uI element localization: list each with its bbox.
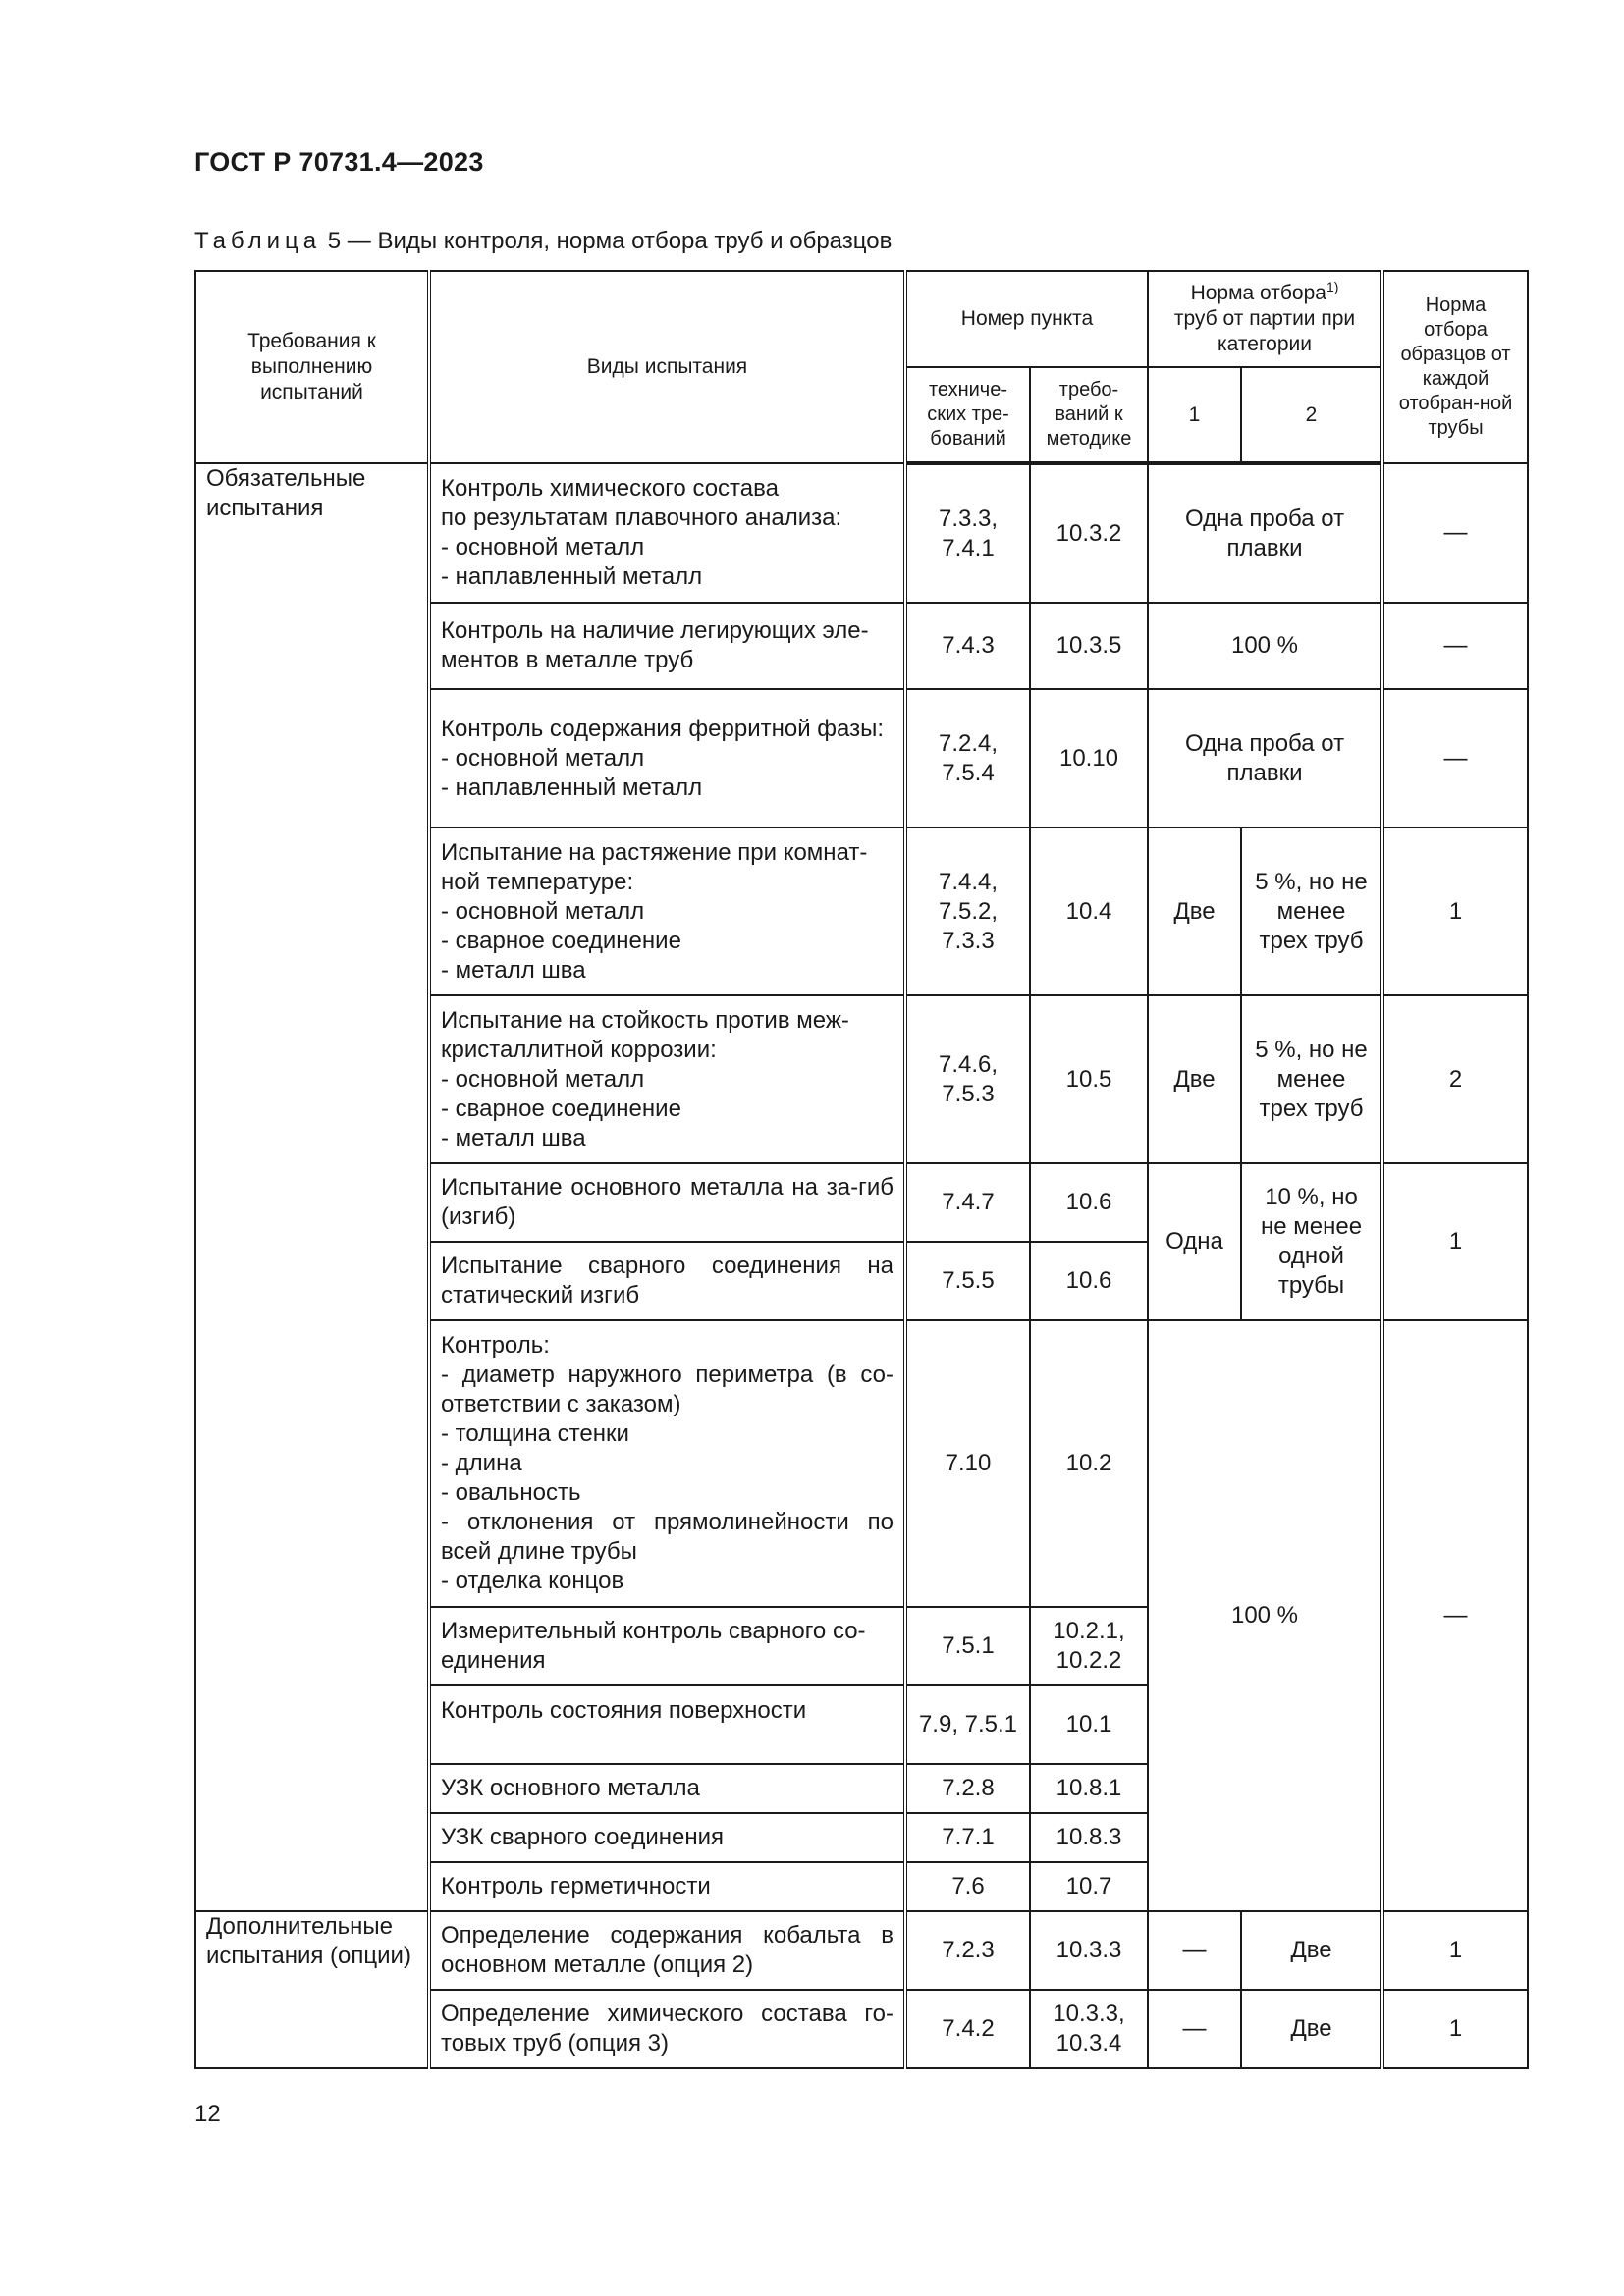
test-cell	[429, 1163, 905, 1242]
table-row	[195, 463, 1528, 603]
test-line: Определение химического состава го-товых труб (опция 3)	[441, 2001, 893, 2056]
test-cell	[429, 1685, 905, 1764]
test-cell	[429, 1764, 905, 1813]
test-line: Определение содержания кобальта в основном металле (опция 2)	[441, 1922, 893, 1978]
test-line: Испытание на растяжение при комнат-ной температуре:	[441, 838, 868, 895]
test-line: - сварное соединение	[441, 927, 681, 954]
method-clause: 10.1	[1030, 1685, 1148, 1764]
sampling-norm-rest: труб от партии при категории	[1173, 307, 1356, 355]
test-cell	[429, 1862, 905, 1911]
caption-text: 5 — Виды контроля, норма отбора труб и образцов	[327, 228, 893, 254]
category-1-norm: Две	[1148, 828, 1241, 995]
test-cell	[429, 828, 905, 995]
group-mandatory: Обязательные испытания	[195, 463, 429, 1911]
test-cell	[429, 1242, 905, 1320]
header-specimen-norm: Норма отбора образцов от каждой отобран-ной трубы	[1382, 271, 1528, 463]
header-requirements: Требования к выполнению испытаний	[195, 271, 429, 463]
test-line: УЗК основного металла	[441, 1775, 700, 1801]
sampling-norm: 100 %	[1148, 1320, 1382, 1911]
page-number: 12	[194, 2101, 221, 2127]
test-line: - основной металл	[441, 897, 645, 925]
method-clause: 10.3.3, 10.3.4	[1030, 1990, 1148, 2068]
specimen-norm: —	[1382, 463, 1528, 603]
test-line: Контроль состояния поверхности	[441, 1697, 807, 1724]
category-2-norm: 5 %, но не менее трех труб	[1241, 995, 1382, 1163]
specimen-norm: 2	[1382, 995, 1528, 1163]
caption-label: Таблица	[194, 228, 322, 254]
category-1-norm: Одна	[1148, 1163, 1241, 1320]
test-cell	[429, 1990, 905, 2068]
header-clause-number: Номер пункта	[905, 271, 1148, 367]
footnote-marker: 1)	[1326, 279, 1339, 294]
test-line: - диаметр наружного периметра (в со-ответствии с заказом)	[441, 1362, 893, 1417]
test-line: - металл шва	[441, 956, 586, 984]
test-line: - основной металл	[441, 1065, 645, 1093]
tech-clause: 7.6	[905, 1862, 1030, 1911]
test-cell	[429, 689, 905, 828]
category-1-norm: Две	[1148, 995, 1241, 1163]
test-line: - сварное соединение	[441, 1095, 681, 1122]
test-line: Испытание основного металла на за-гиб (изгиб)	[441, 1174, 893, 1230]
tech-clause: 7.4.6, 7.5.3	[905, 995, 1030, 1163]
method-clause: 10.4	[1030, 828, 1148, 995]
test-line: - основной металл	[441, 744, 645, 772]
test-line: Контроль:	[441, 1332, 550, 1359]
test-line: по результатам плавочного анализа:	[441, 505, 842, 531]
header-category-1: 1	[1148, 367, 1241, 463]
method-clause: 10.2.1, 10.2.2	[1030, 1607, 1148, 1685]
test-line: - толщина стенки	[441, 1420, 629, 1447]
tech-clause: 7.4.4, 7.5.2, 7.3.3	[905, 828, 1030, 995]
test-line: - отделка концов	[441, 1568, 624, 1594]
test-line: Контроль содержания ферритной фазы:	[441, 715, 885, 742]
test-line: Контроль на наличие легирующих эле-ментов в металле труб	[441, 617, 869, 673]
test-line: Измерительный контроль сварного со-единения	[441, 1618, 866, 1674]
sampling-norm: Одна проба от плавки	[1148, 689, 1382, 828]
test-line: Контроль химического состава	[441, 475, 779, 502]
tech-clause: 7.5.5	[905, 1242, 1030, 1320]
test-line: УЗК сварного соединения	[441, 1824, 724, 1850]
category-2-norm: Две	[1241, 1990, 1382, 2068]
test-cell	[429, 1320, 905, 1607]
sampling-norm: Одна проба от плавки	[1148, 463, 1382, 603]
tech-clause: 7.2.3	[905, 1911, 1030, 1990]
specimen-norm: 1	[1382, 1990, 1528, 2068]
tech-clause: 7.4.3	[905, 603, 1030, 689]
test-line: - наплавленный металл	[441, 774, 703, 801]
tech-clause: 7.4.2	[905, 1990, 1030, 2068]
group-additional: Дополнительные испытания (опции)	[195, 1911, 429, 2068]
method-clause: 10.7	[1030, 1862, 1148, 1911]
category-2-norm: Две	[1241, 1911, 1382, 1990]
specimen-norm: 1	[1382, 1163, 1528, 1320]
sampling-norm: 100 %	[1148, 603, 1382, 689]
tech-clause: 7.2.4, 7.5.4	[905, 689, 1030, 828]
specimen-norm: 1	[1382, 828, 1528, 995]
method-clause: 10.5	[1030, 995, 1148, 1163]
method-clause: 10.10	[1030, 689, 1148, 828]
header-row-1	[195, 271, 1528, 367]
tech-clause: 7.4.7	[905, 1163, 1030, 1242]
tech-clause: 7.10	[905, 1320, 1030, 1607]
header-sampling-norm	[1148, 271, 1382, 367]
tech-clause: 7.2.8	[905, 1764, 1030, 1813]
category-1-norm: —	[1148, 1990, 1241, 2068]
specimen-norm: 1	[1382, 1911, 1528, 1990]
test-cell	[429, 1813, 905, 1862]
tech-clause: 7.3.3, 7.4.1	[905, 463, 1030, 603]
tech-clause: 7.5.1	[905, 1607, 1030, 1685]
method-clause: 10.8.3	[1030, 1813, 1148, 1862]
category-2-norm: 10 %, но не менее одной трубы	[1241, 1163, 1382, 1320]
test-cell	[429, 1607, 905, 1685]
document-header: ГОСТ Р 70731.4—2023	[194, 147, 484, 177]
tech-clause: 7.7.1	[905, 1813, 1030, 1862]
method-clause: 10.6	[1030, 1242, 1148, 1320]
specimen-norm: —	[1382, 689, 1528, 828]
specimen-norm: —	[1382, 1320, 1528, 1911]
test-line: - длина	[441, 1450, 522, 1476]
test-line: Испытание на стойкость против меж-кристаллитной коррозии:	[441, 1006, 849, 1063]
control-table	[194, 270, 1529, 2069]
test-line: - металл шва	[441, 1124, 586, 1151]
test-cell	[429, 1911, 905, 1990]
specimen-norm: —	[1382, 603, 1528, 689]
test-cell	[429, 603, 905, 689]
test-line: - наплавленный металл	[441, 563, 703, 590]
test-line: Контроль герметичности	[441, 1873, 711, 1899]
test-cell	[429, 463, 905, 603]
method-clause: 10.6	[1030, 1163, 1148, 1242]
method-clause: 10.8.1	[1030, 1764, 1148, 1813]
test-line: - отклонения от прямолинейности по всей длине трубы	[441, 1509, 893, 1565]
test-line: - основной металл	[441, 534, 645, 561]
method-clause: 10.2	[1030, 1320, 1148, 1607]
header-test-types: Виды испытания	[429, 271, 905, 463]
category-2-norm: 5 %, но не менее трех труб	[1241, 828, 1382, 995]
header-tech-requirements: техниче-ских тре-бований	[905, 367, 1030, 463]
test-line: - овальность	[441, 1479, 581, 1506]
header-category-2: 2	[1241, 367, 1382, 463]
method-clause: 10.3.2	[1030, 463, 1148, 603]
test-cell	[429, 995, 905, 1163]
header-method-requirements: требо-ваний к методике	[1030, 367, 1148, 463]
sampling-norm-title: Норма отбора	[1190, 282, 1326, 304]
method-clause: 10.3.3	[1030, 1911, 1148, 1990]
table-row	[195, 1911, 1528, 1990]
test-line: Испытание сварного соединения на статический изгиб	[441, 1253, 893, 1308]
table-caption	[194, 228, 892, 255]
category-1-norm: —	[1148, 1911, 1241, 1990]
tech-clause: 7.9, 7.5.1	[905, 1685, 1030, 1764]
method-clause: 10.3.5	[1030, 603, 1148, 689]
